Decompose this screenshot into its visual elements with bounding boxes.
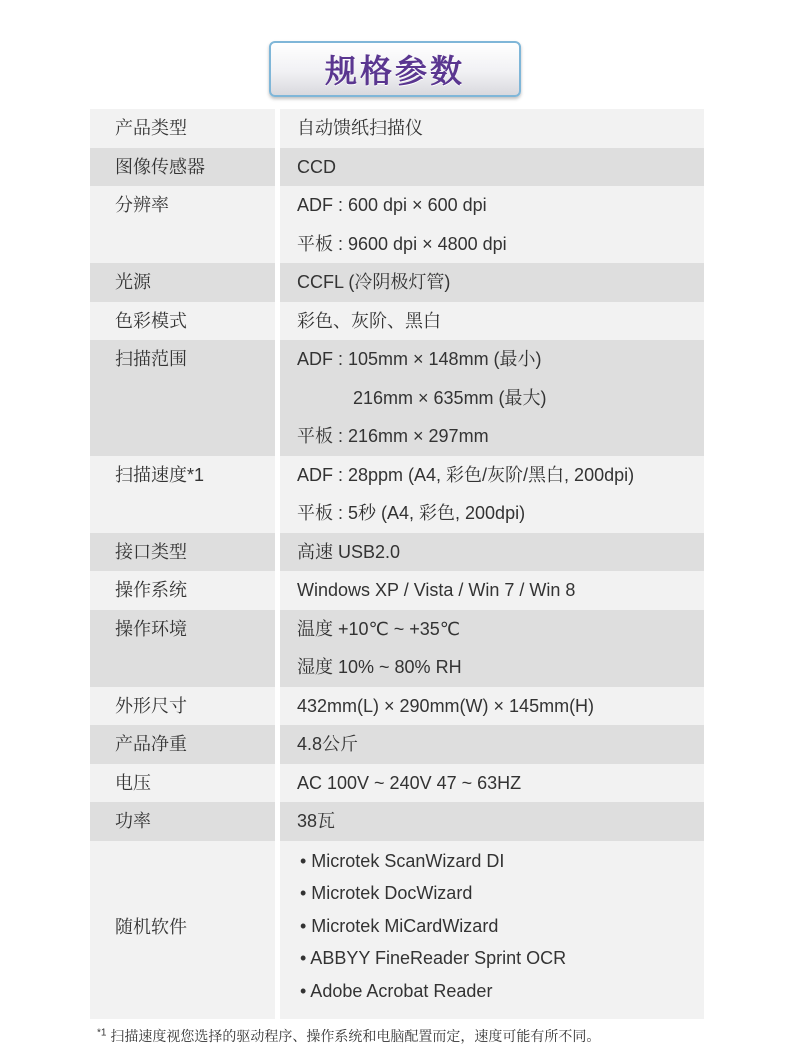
footnote (97, 1026, 600, 1046)
title-box (269, 41, 521, 97)
spec-value-cell (280, 456, 704, 533)
software-list (297, 841, 704, 1020)
spec-value-line: 38瓦 (297, 811, 336, 831)
spec-value-cell (280, 571, 704, 610)
spec-label-cell (90, 109, 280, 148)
spec-label: 色彩模式 (115, 310, 187, 331)
spec-value-cell (280, 610, 704, 687)
spec-label: 操作环境 (115, 618, 187, 639)
spec-label: 扫描范围 (115, 349, 187, 369)
spec-value-line: 平板 : 9600 dpi × 4800 dpi (297, 233, 507, 254)
software-label: 随机软件 (115, 916, 187, 937)
spec-label: 操作系统 (115, 580, 187, 600)
spec-value-cell (280, 340, 704, 456)
spec-value-line: ADF : 105mm × 148mm (最小) (297, 349, 542, 369)
title-badge (269, 41, 521, 97)
spec-value-line: 432mm(L) × 290mm(W) × 145mm(H) (297, 695, 595, 716)
spec-label: 接口类型 (115, 541, 187, 562)
spec-table-body (90, 109, 704, 1019)
spec-label: 功率 (115, 811, 151, 831)
spec-label-cell (90, 302, 280, 341)
spec-row (90, 802, 704, 841)
software-row (90, 841, 704, 1020)
spec-value-line: 平板 : 5秒 (A4, 彩色, 200dpi) (297, 503, 526, 523)
spec-row (90, 456, 704, 533)
spec-value-cell (280, 263, 704, 302)
page-title: 规格参数 (324, 52, 465, 90)
spec-label-cell (90, 148, 280, 187)
spec-row (90, 302, 704, 341)
spec-value-line: 湿度 10% ~ 80% RH (297, 657, 462, 677)
spec-value-line: 彩色、灰阶、黑白 (297, 310, 441, 331)
spec-label-cell (90, 610, 280, 687)
software-item: • Microtek MiCardWizard (300, 915, 499, 936)
spec-value-line: CCFL (冷阴极灯管) (297, 272, 451, 292)
spec-label-cell (90, 186, 280, 263)
software-item: • ABBYY FineReader Sprint OCR (300, 948, 567, 968)
spec-value-cell (280, 687, 704, 726)
spec-label-cell (90, 571, 280, 610)
software-item: • Microtek DocWizard (300, 883, 473, 903)
spec-value-line: 自动馈纸扫描仪 (297, 118, 423, 138)
spec-value-line: Windows XP / Vista / Win 7 / Win 8 (297, 580, 576, 600)
spec-label: 图像传感器 (115, 156, 205, 177)
spec-row (90, 610, 704, 687)
spec-value-line: ADF : 600 dpi × 600 dpi (297, 195, 487, 215)
spec-value-line: 4.8公斤 (297, 734, 359, 754)
spec-value-line: CCD (297, 156, 336, 177)
spec-label: 光源 (115, 272, 151, 292)
spec-row (90, 687, 704, 726)
spec-label: 分辨率 (115, 195, 169, 215)
spec-label: 产品净重 (115, 734, 187, 754)
spec-label: 外形尺寸 (115, 695, 187, 716)
spec-row (90, 263, 704, 302)
spec-label-cell (90, 764, 280, 803)
spec-row (90, 148, 704, 187)
spec-value-cell (280, 802, 704, 841)
footnote-mark: *1 (97, 1027, 107, 1039)
spec-value-cell (280, 148, 704, 187)
spec-value-cell (280, 109, 704, 148)
spec-value-cell (280, 186, 704, 263)
spec-label: 扫描速度*1 (115, 464, 205, 485)
spec-row (90, 764, 704, 803)
spec-label: 电压 (115, 772, 151, 793)
spec-value-cell (280, 764, 704, 803)
spec-value-line: ADF : 28ppm (A4, 彩色/灰阶/黑白, 200dpi) (297, 464, 635, 485)
spec-value-cell (280, 302, 704, 341)
spec-value-line: 温度 +10℃ ~ +35℃ (297, 618, 461, 639)
spec-row (90, 725, 704, 764)
software-list-cell (280, 841, 704, 1020)
spec-label-cell (90, 533, 280, 572)
spec-row (90, 109, 704, 148)
spec-label-cell (90, 687, 280, 726)
spec-row (90, 186, 704, 263)
spec-label: 产品类型 (115, 118, 187, 138)
spec-value-cell (280, 725, 704, 764)
spec-value-line: 平板 : 216mm × 297mm (297, 426, 489, 446)
spec-label-cell (90, 340, 280, 456)
spec-row (90, 340, 704, 456)
software-item: • Adobe Acrobat Reader (300, 980, 493, 1001)
software-item: • Microtek ScanWizard DI (300, 850, 505, 871)
spec-value-line: 216mm × 635mm (最大) (353, 387, 547, 408)
spec-label-cell (90, 263, 280, 302)
spec-label-cell (90, 802, 280, 841)
spec-label-cell (90, 456, 280, 533)
software-label-cell (90, 841, 280, 1020)
spec-row (90, 571, 704, 610)
spec-table (90, 109, 704, 1019)
spec-value-cell (280, 533, 704, 572)
spec-value-line: AC 100V ~ 240V 47 ~ 63HZ (297, 772, 522, 793)
spec-value-line: 高速 USB2.0 (297, 541, 401, 562)
spec-row (90, 533, 704, 572)
spec-label-cell (90, 725, 280, 764)
footnote-text: 扫描速度视您选择的驱动程序、操作系统和电脑配置而定，速度可能有所不同。 (110, 1028, 601, 1044)
